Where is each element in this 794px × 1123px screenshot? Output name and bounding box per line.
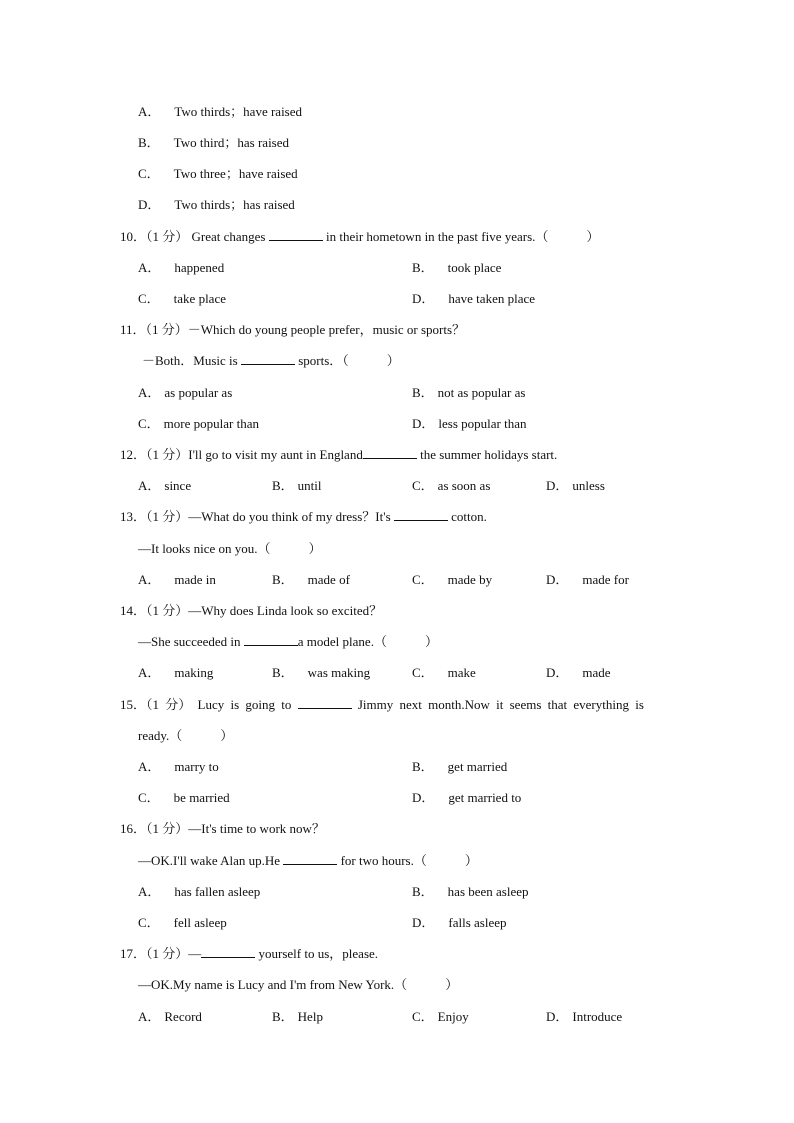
option-text: Two thirds；has raised xyxy=(174,197,295,212)
q13-option-c[interactable] xyxy=(412,572,492,588)
q16-option-b[interactable] xyxy=(412,884,529,900)
option-text: fell asleep xyxy=(173,915,227,930)
option-text: Record xyxy=(164,1009,202,1024)
option-letter: B． xyxy=(412,759,434,774)
q17-option-c[interactable] xyxy=(412,1009,469,1025)
paren-close: ） xyxy=(464,853,478,868)
option-letter: D． xyxy=(546,1009,569,1024)
option-text: Two thirds；have raised xyxy=(174,104,303,119)
option-letter: A． xyxy=(138,260,161,275)
question-text: 12．（1 分）I'll go to visit my aunt in England xyxy=(120,447,363,462)
option-letter: C． xyxy=(138,915,160,930)
option-text: marry to xyxy=(174,759,219,774)
option-text: take place xyxy=(173,291,226,306)
option-letter: C． xyxy=(412,1009,434,1024)
question-text: in their hometown in the past five years.（ xyxy=(326,229,549,244)
q9-option-c[interactable] xyxy=(138,166,298,182)
question-text: 10．（1 分） Great changes xyxy=(120,229,266,244)
q16-stem xyxy=(120,821,325,837)
q13-option-d[interactable] xyxy=(546,572,629,588)
option-text: Introduce xyxy=(572,1009,623,1024)
q10-stem xyxy=(120,229,599,245)
paren-close: ） xyxy=(586,229,600,244)
question-text: sports．（ xyxy=(298,353,349,368)
option-letter: B． xyxy=(138,135,160,150)
q17-stem-line2 xyxy=(138,977,458,993)
q12-option-d[interactable] xyxy=(546,478,605,494)
option-letter: B． xyxy=(272,572,294,587)
option-letter: C． xyxy=(138,416,160,431)
paren-close: ） xyxy=(308,541,322,556)
q16-option-c[interactable] xyxy=(138,915,227,931)
q13-stem xyxy=(120,509,487,525)
option-letter: C． xyxy=(412,572,434,587)
option-text: happened xyxy=(174,260,225,275)
option-text: be married xyxy=(173,790,230,805)
question-text: —OK.I'll wake Alan up.He xyxy=(138,853,281,868)
option-letter: A． xyxy=(138,1009,161,1024)
q13-option-b[interactable] xyxy=(272,572,350,588)
q14-option-b[interactable] xyxy=(272,665,370,681)
question-text: 11．（1 分）－Which do young people prefer，music or sports？ xyxy=(120,322,466,337)
question-text: a model plane.（ xyxy=(297,634,387,649)
q10-option-d[interactable] xyxy=(412,291,535,307)
answer-blank[interactable] xyxy=(283,854,337,865)
q16-option-d[interactable] xyxy=(412,915,507,931)
question-text: for two hours.（ xyxy=(340,853,427,868)
option-letter: A． xyxy=(138,884,161,899)
q14-stem xyxy=(120,603,382,619)
q13-stem-line2 xyxy=(138,541,322,557)
option-letter: A． xyxy=(138,478,161,493)
question-text: yourself to us，please. xyxy=(258,946,379,961)
option-text: made by xyxy=(447,572,493,587)
option-text: Two third；has raised xyxy=(173,135,290,150)
q9-option-d[interactable] xyxy=(138,197,295,213)
option-letter: B． xyxy=(412,884,434,899)
answer-blank[interactable] xyxy=(269,230,323,241)
question-text: —OK.My name is Lucy and I'm from New York.（ xyxy=(138,977,408,992)
option-letter: A． xyxy=(138,385,161,400)
option-text: get married to xyxy=(448,790,522,805)
option-text: was making xyxy=(307,665,371,680)
option-letter: A． xyxy=(138,759,161,774)
q14-option-a[interactable] xyxy=(138,665,213,681)
q14-stem-line2 xyxy=(138,634,438,650)
question-text: cotton. xyxy=(451,509,487,524)
answer-blank[interactable] xyxy=(363,448,417,459)
option-text: have taken place xyxy=(448,291,536,306)
option-text: made xyxy=(582,665,611,680)
answer-blank[interactable] xyxy=(201,947,255,958)
question-text: －Both．Music is xyxy=(142,353,238,368)
option-letter: C． xyxy=(138,790,160,805)
option-letter: D． xyxy=(546,665,569,680)
option-text: not as popular as xyxy=(437,385,526,400)
question-text: 15．（1 分） Lucy is going to xyxy=(120,697,292,712)
question-text: 16．（1 分）—It's time to work now？ xyxy=(120,821,325,836)
q15-stem-line2 xyxy=(138,728,233,744)
option-text: more popular than xyxy=(163,416,259,431)
option-text: since xyxy=(164,478,192,493)
option-letter: C． xyxy=(412,665,434,680)
question-text: the summer holidays start. xyxy=(420,447,558,462)
answer-blank[interactable] xyxy=(241,354,295,365)
q11-stem xyxy=(120,322,465,338)
option-text: Help xyxy=(297,1009,323,1024)
option-letter: D． xyxy=(412,790,435,805)
q11-option-b[interactable] xyxy=(412,385,525,401)
option-text: unless xyxy=(572,478,605,493)
answer-blank[interactable] xyxy=(298,698,352,709)
paren-close: ） xyxy=(386,353,400,368)
question-text: —It looks nice on you.（ xyxy=(138,541,271,556)
option-text: made for xyxy=(582,572,629,587)
option-letter: A． xyxy=(138,572,161,587)
option-letter: D． xyxy=(546,572,569,587)
q15-option-a[interactable] xyxy=(138,759,219,775)
question-text: ready.（ xyxy=(138,728,183,743)
question-text: 13．（1 分）—What do you think of my dress？It's xyxy=(120,509,391,524)
q15-stem xyxy=(120,697,644,713)
answer-blank[interactable] xyxy=(244,635,298,646)
answer-blank[interactable] xyxy=(394,510,448,521)
q13-option-a[interactable] xyxy=(138,572,216,588)
paren-close: ） xyxy=(424,634,438,649)
q12-option-c[interactable] xyxy=(412,478,490,494)
q11-option-c[interactable] xyxy=(138,416,259,432)
q15-option-c[interactable] xyxy=(138,790,230,806)
option-text: Two three；have raised xyxy=(173,166,298,181)
option-letter: A． xyxy=(138,665,161,680)
q11-option-a[interactable] xyxy=(138,385,232,401)
q11-option-d[interactable] xyxy=(412,416,526,432)
option-letter: D． xyxy=(412,416,435,431)
question-text: 17．（1 分）— xyxy=(120,946,202,961)
option-text: took place xyxy=(447,260,502,275)
q17-stem xyxy=(120,946,378,962)
option-text: has been asleep xyxy=(447,884,529,899)
q16-option-a[interactable] xyxy=(138,884,260,900)
option-text: get married xyxy=(447,759,508,774)
option-letter: C． xyxy=(138,166,160,181)
q9-option-b[interactable] xyxy=(138,135,289,151)
option-letter: D． xyxy=(412,915,435,930)
question-text: —She succeeded in xyxy=(138,634,241,649)
q17-option-d[interactable] xyxy=(546,1009,622,1025)
option-text: Enjoy xyxy=(437,1009,469,1024)
question-text: 14．（1 分）—Why does Linda look so excited？ xyxy=(120,603,383,618)
q9-option-a[interactable] xyxy=(138,104,302,120)
option-letter: C． xyxy=(138,291,160,306)
option-letter: B． xyxy=(272,478,294,493)
option-text: less popular than xyxy=(438,416,527,431)
q15-option-b[interactable] xyxy=(412,759,507,775)
q14-option-c[interactable] xyxy=(412,665,476,681)
option-text: make xyxy=(447,665,476,680)
option-text: has fallen asleep xyxy=(174,884,261,899)
option-letter: D． xyxy=(412,291,435,306)
option-text: made in xyxy=(174,572,216,587)
option-text: making xyxy=(174,665,214,680)
option-letter: B． xyxy=(272,1009,294,1024)
q10-option-a[interactable] xyxy=(138,260,224,276)
option-text: made of xyxy=(307,572,350,587)
option-text: as soon as xyxy=(437,478,491,493)
q17-option-b[interactable] xyxy=(272,1009,323,1025)
option-text: as popular as xyxy=(164,385,233,400)
q10-option-c[interactable] xyxy=(138,291,226,307)
q14-option-d[interactable] xyxy=(546,665,611,681)
q10-option-b[interactable] xyxy=(412,260,501,276)
option-letter: B． xyxy=(412,260,434,275)
option-letter: A． xyxy=(138,104,161,119)
option-letter: D． xyxy=(138,197,161,212)
option-text: until xyxy=(297,478,322,493)
q11-stem-line2 xyxy=(142,353,400,369)
question-text: Jimmy next month.Now it seems that everything is xyxy=(357,697,644,712)
option-letter: D． xyxy=(546,478,569,493)
q16-stem-line2 xyxy=(138,853,478,869)
q12-option-a[interactable] xyxy=(138,478,191,494)
q17-option-a[interactable] xyxy=(138,1009,202,1025)
paren-close: ） xyxy=(445,977,459,992)
paren-close: ） xyxy=(220,728,234,743)
option-letter: C． xyxy=(412,478,434,493)
q12-stem xyxy=(120,447,557,463)
option-text: falls asleep xyxy=(448,915,507,930)
q12-option-b[interactable] xyxy=(272,478,322,494)
q15-option-d[interactable] xyxy=(412,790,521,806)
option-letter: B． xyxy=(412,385,434,400)
option-letter: B． xyxy=(272,665,294,680)
